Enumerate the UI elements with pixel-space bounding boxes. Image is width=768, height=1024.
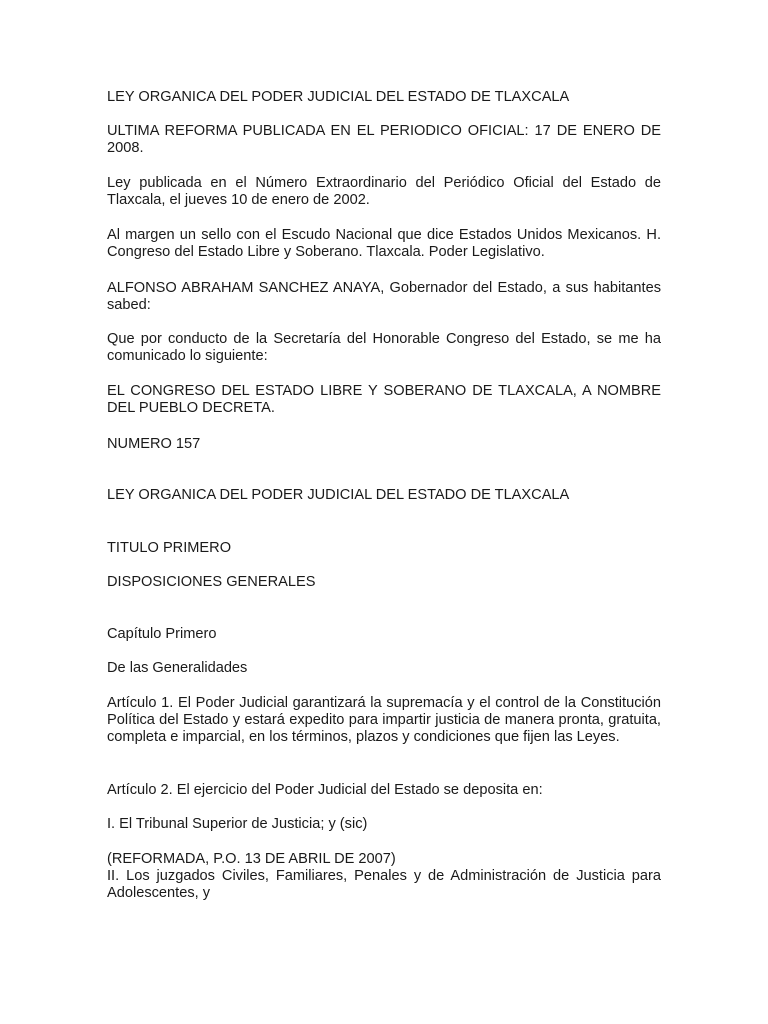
title-heading: TITULO PRIMERO: [107, 540, 232, 556]
seal-paragraph: Al margen un sello con el Escudo Nacional que dice Estados Unidos Mexicanos. H. Congreso del Estado Libre y Soberano. Tlaxcala. Poder Legislativo.: [107, 227, 661, 260]
communication-paragraph: Que por conducto de la Secretaría del Honorable Congreso del Estado, se me ha comunicado lo siguiente:: [107, 331, 661, 364]
article-2-item-1: I. El Tribunal Superior de Justicia; y (sic): [107, 816, 368, 832]
title-name: DISPOSICIONES GENERALES: [107, 574, 316, 590]
document-title: LEY ORGANICA DEL PODER JUDICIAL DEL ESTADO DE TLAXCALA: [107, 89, 570, 105]
publication-paragraph: Ley publicada en el Número Extraordinario del Periódico Oficial del Estado de Tlaxcala, el jueves 10 de enero de 2002.: [107, 175, 661, 208]
last-reform-paragraph: ULTIMA REFORMA PUBLICADA EN EL PERIODICO OFICIAL: 17 DE ENERO DE 2008.: [107, 123, 661, 156]
chapter-heading: Capítulo Primero: [107, 626, 217, 642]
reform-note: (REFORMADA, P.O. 13 DE ABRIL DE 2007): [107, 851, 396, 867]
governor-paragraph: ALFONSO ABRAHAM SANCHEZ ANAYA, Gobernador del Estado, a sus habitantes sabed:: [107, 280, 661, 313]
chapter-name: De las Generalidades: [107, 660, 248, 676]
article-2-item-2: II. Los juzgados Civiles, Familiares, Penales y de Administración de Justicia para Adolescentes, y: [107, 868, 661, 901]
law-title: LEY ORGANICA DEL PODER JUDICIAL DEL ESTADO DE TLAXCALA: [107, 487, 570, 503]
decree-number: NUMERO 157: [107, 436, 201, 452]
article-2: Artículo 2. El ejercicio del Poder Judicial del Estado se deposita en:: [107, 782, 543, 798]
article-1: Artículo 1. El Poder Judicial garantizará la supremacía y el control de la Constitución Política del Estado y estará expedito para impartir justicia de manera pronta, gratuita, completa e imparcial, en los términos, plazos y condiciones que fijen las Leyes.: [107, 695, 661, 745]
decree-paragraph: EL CONGRESO DEL ESTADO LIBRE Y SOBERANO DE TLAXCALA, A NOMBRE DEL PUEBLO DECRETA.: [107, 383, 661, 416]
